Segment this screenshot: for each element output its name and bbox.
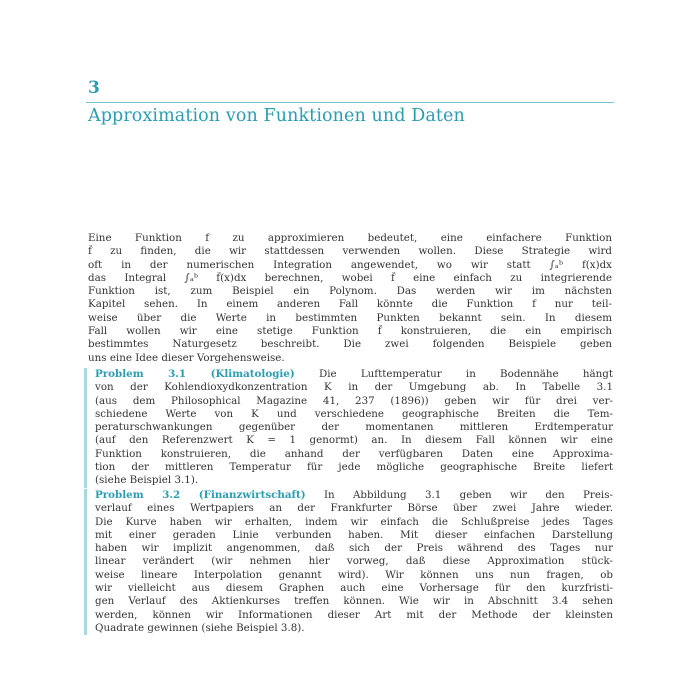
- line-text: (siehe Beispiel 3.1).: [95, 474, 199, 487]
- line-text: peraturschwankungen gegenüber der momentanen mittleren Erdtemperatur: [95, 421, 613, 434]
- text-line: bestimmtes Naturgesetz beschreibt. Die zwei folgenden Beispiele geben: [88, 338, 612, 351]
- line-text: Funktion konstruieren, die anhand der verfügbaren Daten eine Approxima-: [95, 447, 613, 460]
- line-text: haben wir implizit angenommen, daß sich der Preis während des Tages nur: [95, 542, 613, 555]
- text-line: [95, 408, 613, 421]
- text-line: oft in der numerischen Integration angewendet, wo wir statt ∫ₐᵇ f(x)dx: [88, 258, 612, 271]
- text-line: Funktion ist, zum Beispiel ein Polynom. Das werden wir im nächsten: [88, 285, 612, 298]
- chapter-title: Approximation von Funktionen und Daten: [88, 106, 465, 126]
- line-text: gen Verlauf des Aktienkurses treffen können. Wie wir in Abschnitt 3.4 sehen: [95, 595, 613, 608]
- chapter-number: 3: [88, 78, 100, 98]
- text-line: [95, 448, 613, 461]
- line-text: (aus dem Philosophical Magazine 41, 237 (1896)) geben wir für drei ver-: [95, 394, 613, 407]
- text-line: [95, 421, 613, 434]
- text-line: [95, 489, 613, 502]
- line-text: werden, können wir Informationen dieser Art mit der Methode der kleinsten: [95, 608, 613, 621]
- text-line: [95, 569, 613, 582]
- chapter-rule: [86, 102, 614, 103]
- text-line: weise über die Werte in bestimmten Punkten bekannt sein. In diesem: [88, 311, 612, 324]
- text-line: [95, 434, 613, 447]
- text-line: f̃ zu finden, die wir stattdessen verwenden wollen. Diese Strategie wird: [88, 245, 612, 258]
- line-text: verlauf eines Wertpapiers an der Frankfurter Börse über zwei Jahre wieder.: [95, 502, 613, 515]
- line-text: Die Kurve haben wir erhalten, indem wir einfach die Schlußpreise jedes Tages: [95, 515, 613, 528]
- text-line: [95, 555, 613, 568]
- text-line: [95, 582, 613, 595]
- text-line: Eine Funktion f zu approximieren bedeutet, eine einfachere Funktion: [88, 232, 612, 244]
- line-text: von der Kohlendioxydkonzentration K in der Umgebung ab. In Tabelle 3.1: [95, 381, 613, 394]
- text-line: das Integral ∫ₐᵇ f̃(x)dx berechnen, wobei f̃ eine einfach zu integrierende: [88, 271, 612, 284]
- line-text: schiedene Werte von K und verschiedene geographische Breiten die Tem-: [95, 407, 613, 420]
- line-text: Die Lufttemperatur in Bodennähe hängt: [318, 368, 613, 380]
- text-line: [95, 461, 613, 474]
- text-line: [95, 609, 613, 622]
- line-text: Quadrate gewinnen (siehe Beispiel 3.8).: [95, 621, 305, 634]
- problem-paragraph: [95, 489, 613, 635]
- intro-paragraph: [88, 232, 612, 365]
- line-text: linear verändert (wir nehmen hier vorweg, daß diese Approximation stück-: [95, 555, 613, 568]
- text-line: [95, 542, 613, 555]
- text-line: Fall wollen wir eine stetige Funktion f̃ konstruieren, die ein empirisch: [88, 325, 612, 338]
- text-line: [95, 516, 613, 529]
- text-line: [95, 381, 613, 394]
- line-text: (auf den Referenzwert K = 1 genormt) an. In diesem Fall können wir eine: [95, 434, 613, 447]
- text-line: [95, 502, 613, 515]
- text-line: [95, 368, 613, 381]
- problem-label: Problem 3.2 (Finanzwirtschaft): [95, 489, 306, 501]
- problem-label: Problem 3.1 (Klimatologie): [95, 368, 295, 380]
- text-line: [95, 622, 613, 635]
- text-line: [95, 474, 613, 487]
- text-line: [95, 595, 613, 608]
- problem-paragraph: [95, 368, 613, 488]
- line-text: tion der mittleren Temperatur für jede mögliche geographische Breite liefert: [95, 461, 613, 474]
- problem-box-3-1: [84, 368, 617, 488]
- line-text: wir vielleicht aus diesem Graphen auch eine Vorhersage für den kurzfristi-: [95, 582, 613, 595]
- text-line: [95, 395, 613, 408]
- line-text: mit einer geraden Linie verbunden haben. Mit dieser einfachen Darstellung: [95, 528, 613, 541]
- text-line: uns eine Idee dieser Vorgehensweise.: [88, 351, 285, 364]
- problem-box-3-2: [84, 489, 617, 635]
- line-text: weise lineare Interpolation genannt wird). Wir können uns nun fragen, ob: [95, 568, 613, 581]
- text-line: [95, 529, 613, 542]
- text-line: Kapitel sehen. In einem anderen Fall könnte die Funktion f nur teil-: [88, 298, 612, 311]
- line-text: In Abbildung 3.1 geben wir den Preis-: [323, 489, 613, 501]
